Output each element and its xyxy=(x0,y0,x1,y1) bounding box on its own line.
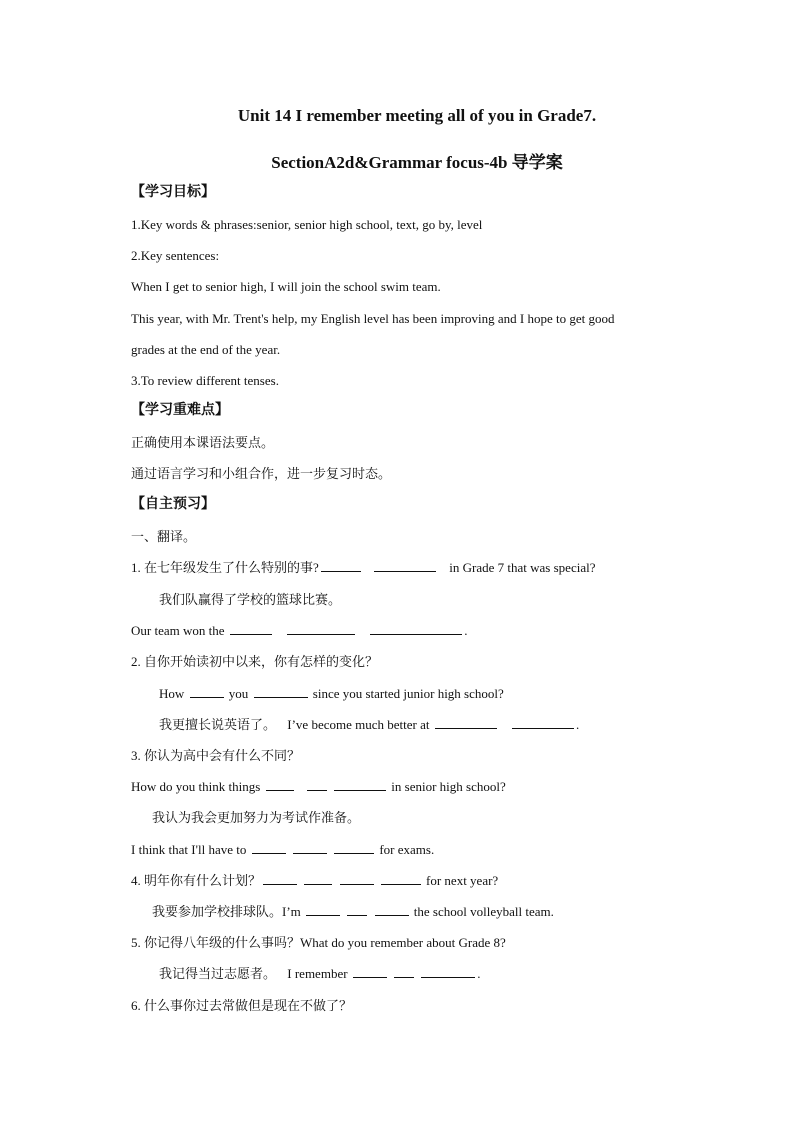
question-3-cn: 3. 你认为高中会有什么不同？ xyxy=(131,748,301,763)
blank[interactable] xyxy=(512,716,574,729)
question-2-answer xyxy=(159,716,579,734)
translate-heading: 一、翻译。 xyxy=(131,529,197,544)
question-3-answer-end: for exams. xyxy=(379,842,435,857)
question-2-answer-en: I’ve become much better at xyxy=(287,717,430,732)
question-4-answer xyxy=(152,903,554,921)
blank[interactable] xyxy=(252,841,286,854)
document-subtitle: SectionA2d&Grammar focus-4b 导学案 xyxy=(271,153,563,172)
question-3-rest: in senior high school? xyxy=(391,779,506,794)
question-6-cn: 6. 什么事你过去常做但是现在不做了？ xyxy=(131,998,353,1013)
question-1-answer-end: . xyxy=(464,623,468,638)
blank[interactable] xyxy=(340,872,374,885)
question-1-answer-en xyxy=(131,622,468,640)
blank[interactable] xyxy=(421,965,475,978)
key-sentence-1: When I get to senior high, I will join the school swim team. xyxy=(131,279,441,294)
objectives-heading: 【学习目标】 xyxy=(131,185,215,200)
question-1-answer-cn: 我们队赢得了学校的篮球比赛。 xyxy=(159,592,342,607)
question-4-cn: 4. 明年你有什么计划？ xyxy=(131,873,262,888)
question-2-you: you xyxy=(228,686,249,701)
blank[interactable] xyxy=(263,872,297,885)
blank[interactable] xyxy=(370,622,462,635)
preview-heading: 【自主预习】 xyxy=(131,497,215,512)
blank[interactable] xyxy=(375,903,409,916)
question-4-answer-cn: 我要参加学校排球队。 xyxy=(152,904,283,919)
question-5-answer-end: . xyxy=(477,966,481,981)
question-3-en xyxy=(131,778,506,796)
question-2-how: How xyxy=(159,686,185,701)
question-5-answer-prefix: I remember xyxy=(287,966,348,981)
question-2-rest: since you started junior high school? xyxy=(312,686,504,701)
question-5-cn: 5. 你记得八年级的什么事吗？ xyxy=(131,935,301,950)
question-4-rest: for next year? xyxy=(426,873,499,888)
blank[interactable] xyxy=(381,872,421,885)
question-3-answer-en xyxy=(131,841,434,859)
question-5-answer-cn: 我记得当过志愿者。 xyxy=(159,966,277,981)
key-sentence-2-cont: grades at the end of the year. xyxy=(131,342,281,357)
blank[interactable] xyxy=(287,622,355,635)
question-5 xyxy=(131,934,506,952)
objective-2: 2.Key sentences: xyxy=(131,248,220,263)
blank[interactable] xyxy=(394,965,414,978)
objective-1: 1.Key words & phrases:senior, senior high school, text, go by, level xyxy=(131,217,483,232)
question-2-en xyxy=(159,685,504,703)
blank[interactable] xyxy=(304,872,332,885)
question-1-answer-prefix: Our team won the xyxy=(131,623,225,638)
question-2-cn: 2. 自你开始读初中以来，你有怎样的变化？ xyxy=(131,654,379,669)
question-5-answer xyxy=(159,965,481,983)
document-title: Unit 14 I remember meeting all of you in Grade7. xyxy=(237,106,597,125)
question-5-en: What do you remember about Grade 8? xyxy=(300,935,506,950)
question-4-answer-end: the school volleyball team. xyxy=(413,904,554,919)
blank[interactable] xyxy=(321,559,361,572)
blank[interactable] xyxy=(353,965,387,978)
question-3-answer-prefix: I think that I'll have to xyxy=(131,842,247,857)
key-point-1: 正确使用本课语法要点。 xyxy=(131,435,275,450)
key-points-heading: 【学习重难点】 xyxy=(131,403,229,418)
question-1-cn: 1. 在七年级发生了什么特别的事? xyxy=(131,560,319,575)
objective-3: 3.To review different tenses. xyxy=(131,373,279,388)
blank[interactable] xyxy=(306,903,340,916)
blank[interactable] xyxy=(266,778,294,791)
blank[interactable] xyxy=(190,685,224,698)
question-3-answer-cn: 我认为我会更加努力为考试作准备。 xyxy=(152,810,361,825)
question-4-en xyxy=(131,872,498,890)
key-sentence-2: This year, with Mr. Trent's help, my English level has been improving and I hope to get good xyxy=(131,311,615,326)
question-2-answer-cn: 我更擅长说英语了。 xyxy=(159,717,277,732)
blank[interactable] xyxy=(230,622,272,635)
blank[interactable] xyxy=(307,778,327,791)
blank[interactable] xyxy=(435,716,497,729)
key-point-2: 通过语言学习和小组合作，进一步复习时态。 xyxy=(131,466,392,481)
blank[interactable] xyxy=(374,559,436,572)
blank[interactable] xyxy=(334,778,386,791)
blank[interactable] xyxy=(347,903,367,916)
blank[interactable] xyxy=(334,841,374,854)
blank[interactable] xyxy=(293,841,327,854)
blank[interactable] xyxy=(254,685,308,698)
question-1-en: in Grade 7 that was special? xyxy=(449,560,596,575)
question-1 xyxy=(131,559,595,577)
question-4-answer-prefix: I’m xyxy=(282,904,301,919)
question-2-answer-end: . xyxy=(575,717,580,732)
question-3-prefix: How do you think things xyxy=(131,779,261,794)
